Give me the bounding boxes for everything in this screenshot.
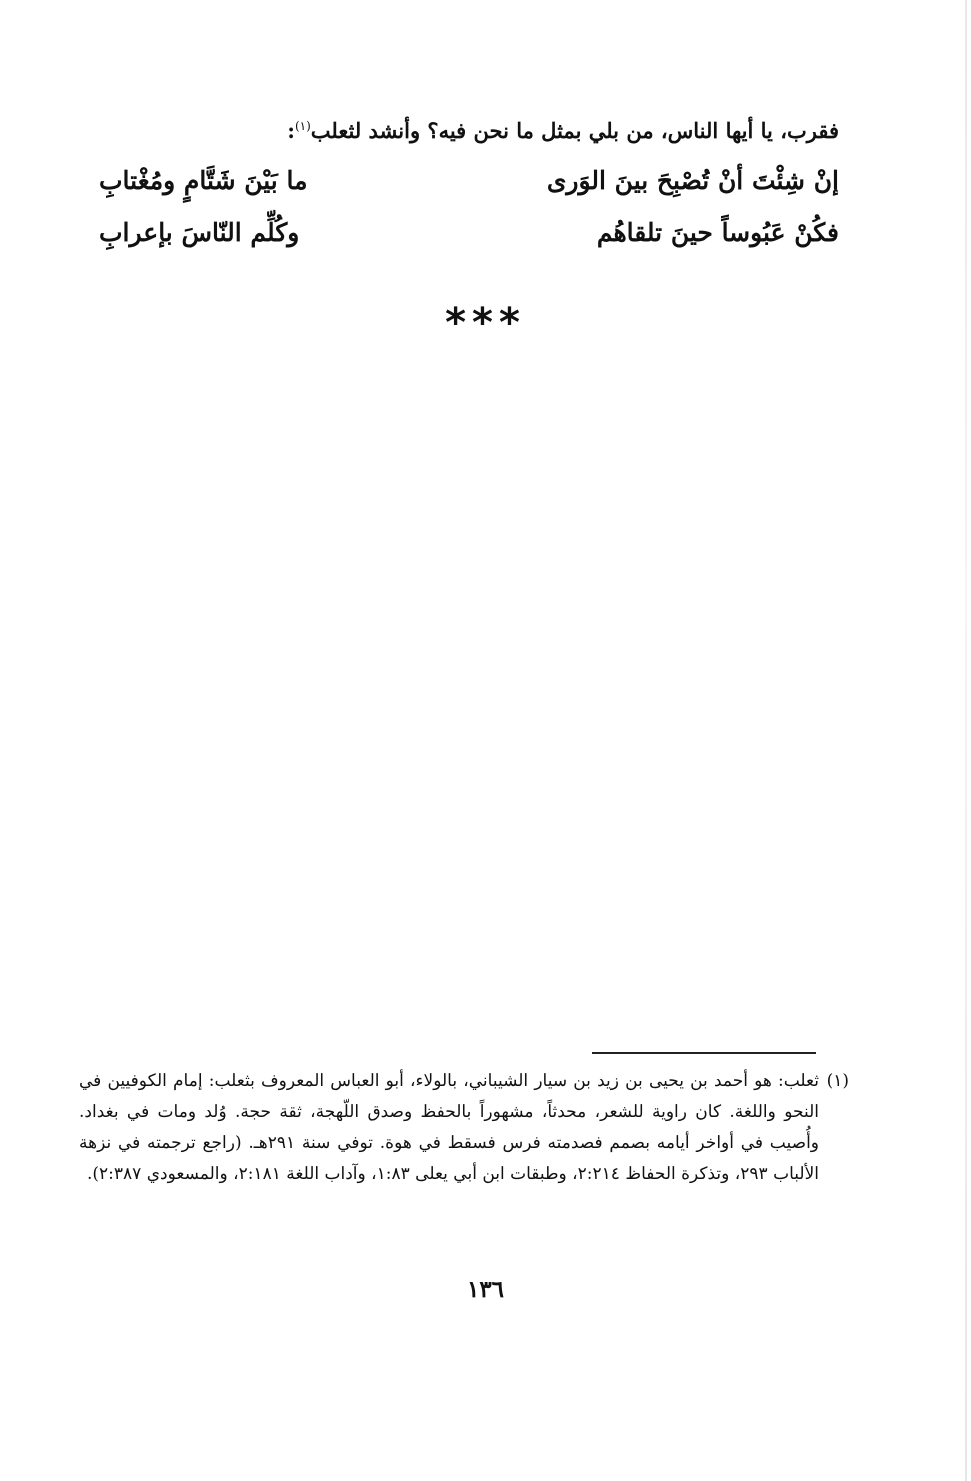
footnote-marker: (١) <box>826 1071 849 1091</box>
section-separator: *** <box>445 300 526 346</box>
poem-verse <box>99 218 839 258</box>
intro-colon: : <box>287 118 295 143</box>
footnote-text: ثعلب: هو أحمد بن يحيى بن زيد بن سيار الشيباني، بالولاء، أبو العباس المعروف بثعلب: إمام الكوفيين في النحو واللغة. كان راوية للشعر، محدثاً، مشهوراً بالحفظ وصدق اللّهجة، ثقة حجة. وُلد ومات في بغداد. وأُصيب في أواخر أيامه بصمم فصدمته فرس فسقط في هوة. توفي سنة ٢٩١هـ. (راجع ترجمته في نزهة الألباب ٢٩٣، وتذكرة الحفاظ ٢:٢١٤، وطبقات ابن أبي يعلى ١:٨٣، وآداب اللغة ٢:١٨١، والمسعودي ٢:٣٨٧). <box>79 1071 820 1184</box>
poem-verse <box>99 166 839 206</box>
verse-first-hemistich: فكُنْ عَبُوساً حينَ تلقاهُم <box>596 218 839 247</box>
footnote-reference[interactable]: (١) <box>294 119 311 133</box>
verse-first-hemistich: إنْ شِئْتَ أنْ تُصْبِحَ بينَ الوَرى <box>546 166 839 195</box>
page-number: ١٣٦ <box>466 1276 505 1303</box>
verse-second-hemistich: وكُلِّم النّاسَ بإعرابِ <box>99 218 300 247</box>
footnote-divider <box>592 1052 816 1054</box>
scan-edge-shadow <box>965 0 967 1481</box>
intro-paragraph <box>99 118 839 143</box>
intro-text: فقرب، يا أيها الناس، من بلي بمثل ما نحن فيه؟ وأنشد لثعلب <box>310 118 839 143</box>
verse-second-hemistich: ما بَيْنَ شَتَّامٍ ومُغْتابِ <box>99 166 308 195</box>
